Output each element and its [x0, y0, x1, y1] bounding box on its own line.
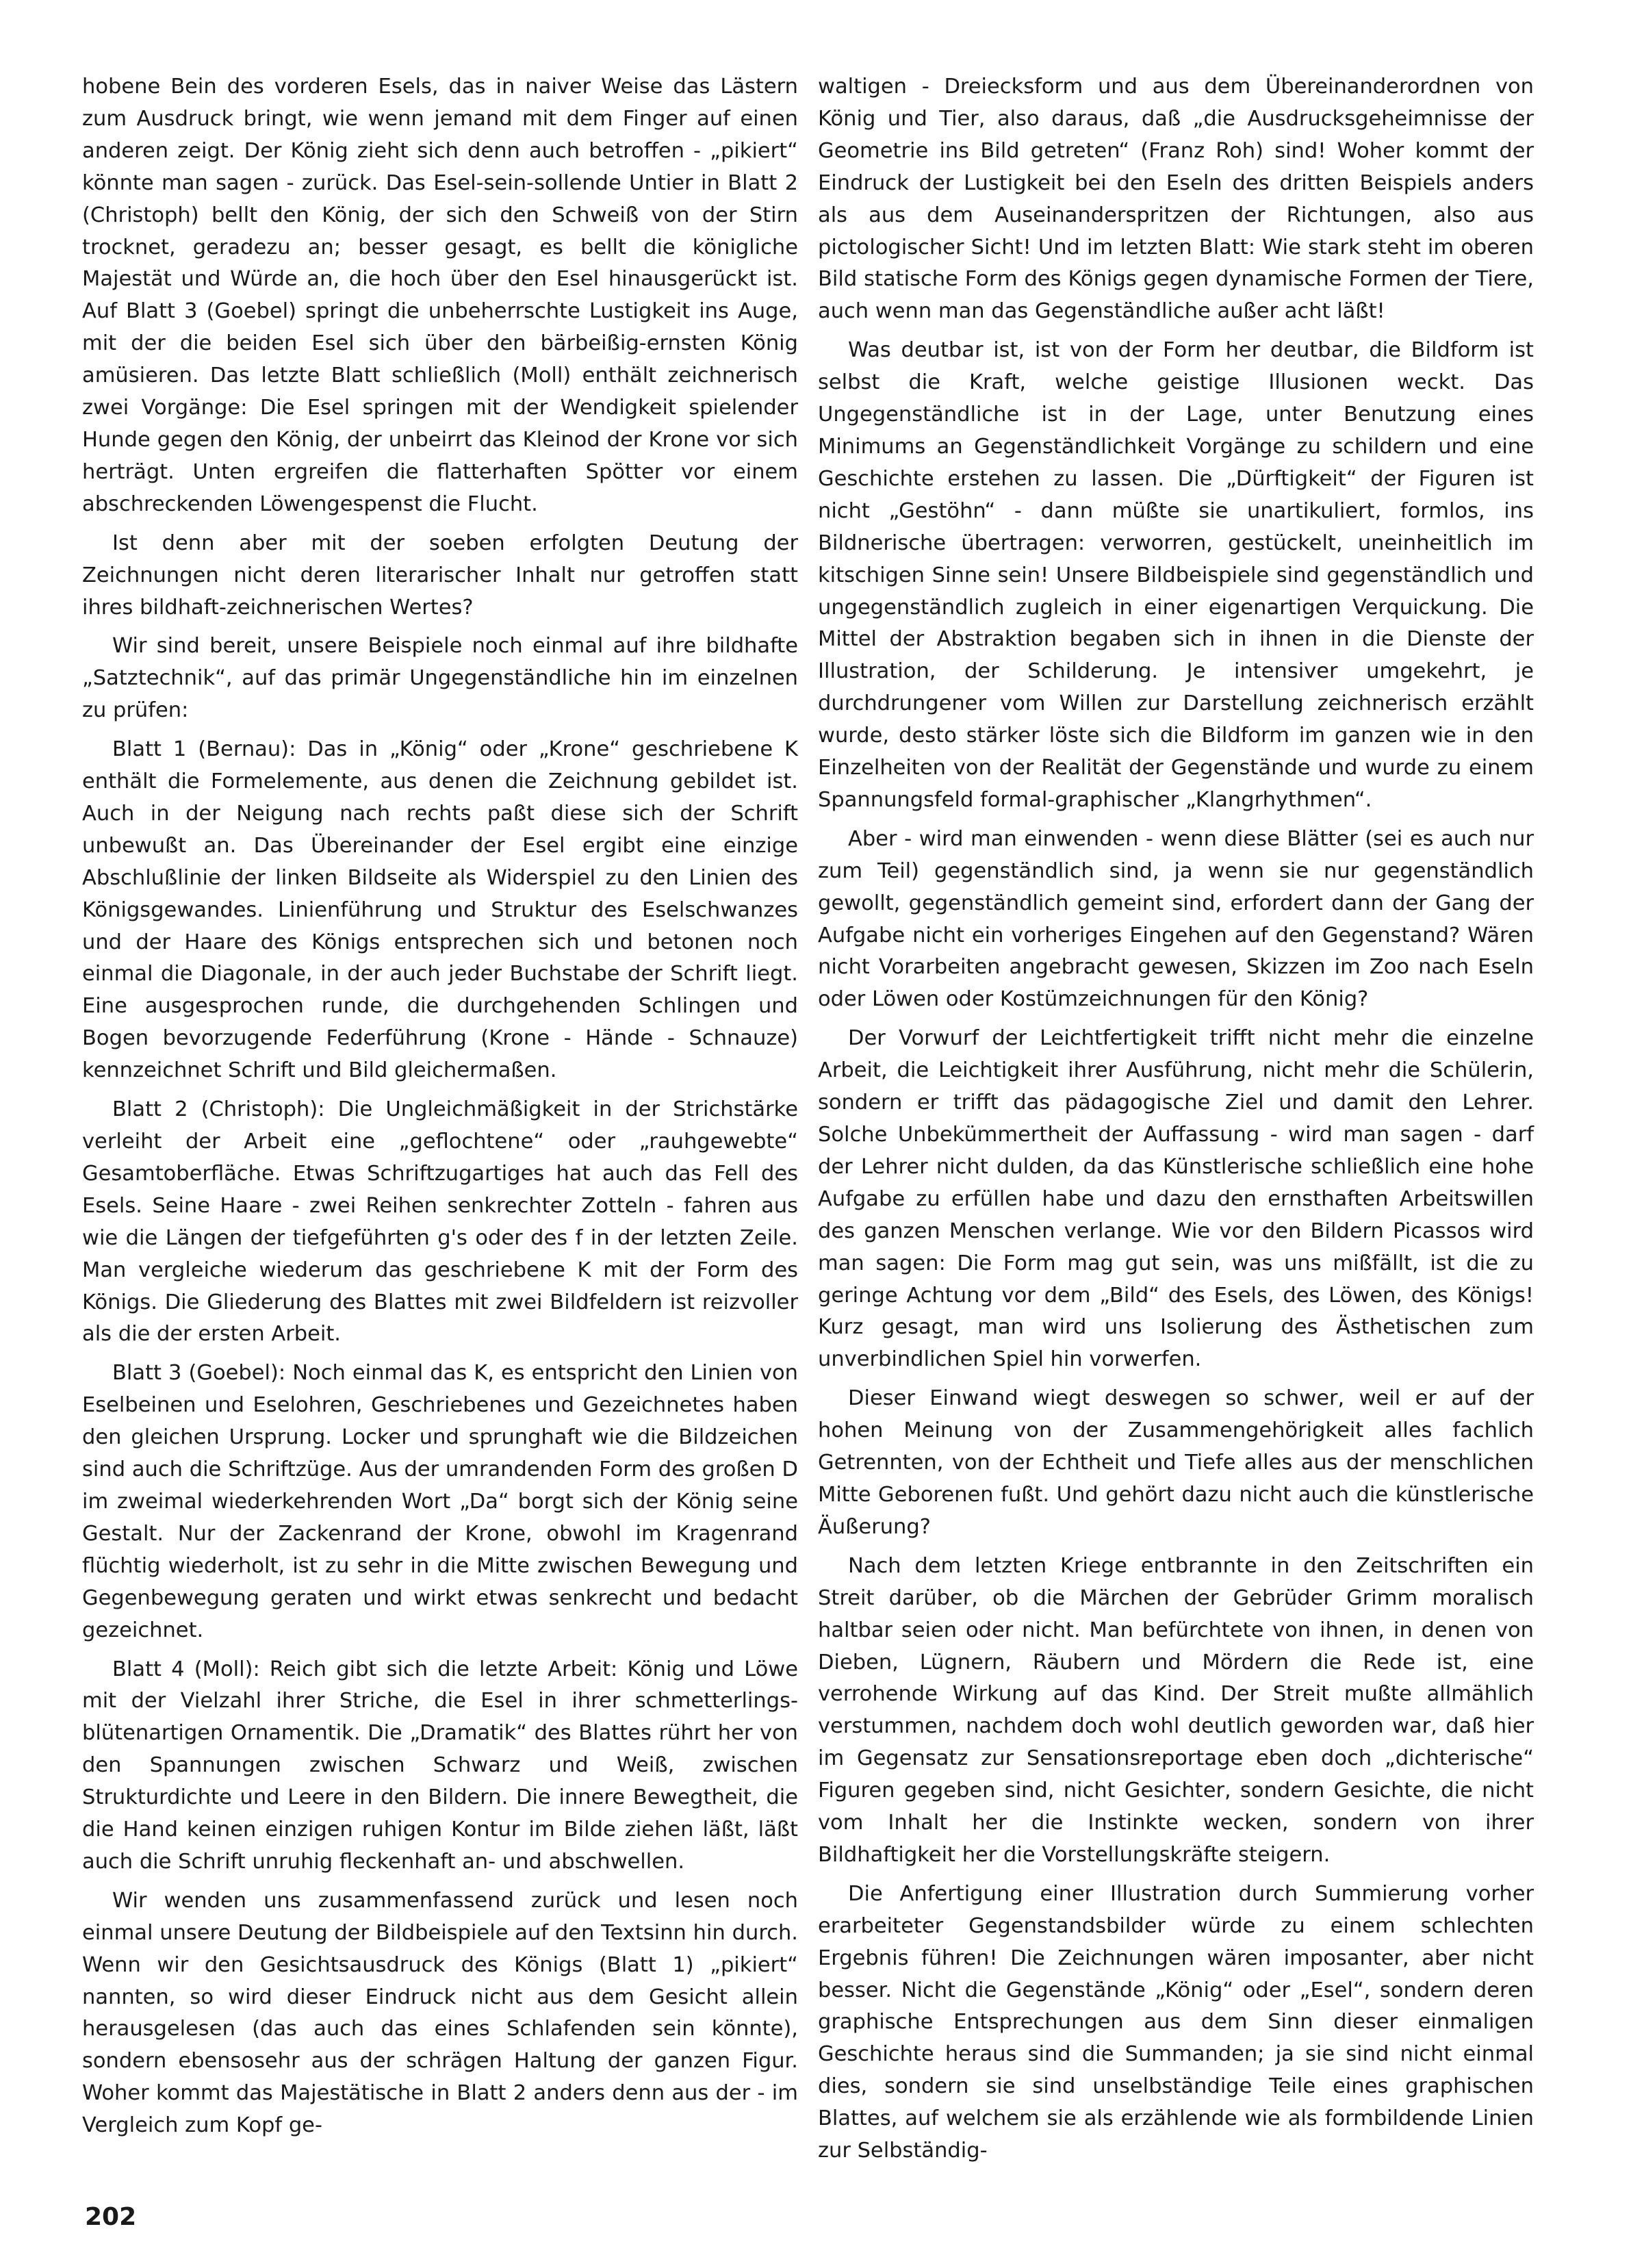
page-number: 202: [85, 2203, 137, 2231]
paragraph: Was deutbar ist, ist von der Form her deutbar, die Bildform ist selbst die Kraft, welche geistige Illusionen weckt. Das Ungegenständliche ist in der Lage, unter Benutzung eines Minimums an Gegenständlichkeit Vorgänge zu schildern und eine Geschichte erstehen zu lassen. Die „Dürftigkeit“ der Figuren ist nicht „Gestöhn“ - dann müßte sie unartikuliert, formlos, ins Bildnerische übertragen: verworren, gestückelt, uneinheitlich im kitschigen Sinne sein! Unsere Bildbeispiele sind gegenständlich und ungegenständlich zugleich in einer eigenartigen Verquickung. Die Mittel der Abstraktion begaben sich in ihnen in die Dienste der Illustration, der Schilderung. Je intensiver umgekehrt, je durchdrungener vom Willen zur Darstellung zeichnerisch erzählt wurde, desto stärker löste sich die Bildform im ganzen wie in den Einzelheiten von der Realität der Gegenstände und wurde zu einem Spannungsfeld formal-graphischer „Klangrhythmen“.: [818, 338, 1534, 812]
paragraph: Wir wenden uns zusammenfassend zurück und lesen noch einmal unsere Deutung der Bildbeispiele auf den Textsinn hin durch. Wenn wir den Gesichtsausdruck des Königs (Blatt 1) „pikiert“ nannten, so wird dieser Eindruck nicht aus dem Gesicht allein herausgelesen (das auch das eines Schlafenden sein könnte), sondern ebensosehr aus der schrägen Haltung der ganzen Figur. Woher kommt das Majestätische in Blatt 2 anders denn aus der - im Vergleich zum Kopf ge-: [82, 1888, 798, 2138]
paragraph: hobene Bein des vorderen Esels, das in naiver Weise das Lästern zum Ausdruck bringt, wie wenn jemand mit dem Finger auf einen anderen zeigt. Der König zieht sich denn auch betroffen - „pikiert“ könnte man sagen - zurück. Das Esel-sein-sollende Untier in Blatt 2 (Christoph) bellt den König, der sich den Schweiß von der Stirn trocknet, geradezu an; besser gesagt, es bellt die königliche Majestät und Würde an, die hoch über den Esel hinausgerückt ist. Auf Blatt 3 (Goebel) springt die unbeherrschte Lustigkeit ins Auge, mit der die beiden Esel sich über den bärbeißig-ernsten König amüsieren. Das letzte Blatt schließlich (Moll) enthält zeichnerisch zwei Vorgänge: Die Esel springen mit der Wendigkeit spielender Hunde gegen den König, der unbeirrt das Kleinod der Krone vor sich herträgt. Unten ergreifen die flatterhaften Spötter vor einem abschreckenden Löwengespenst die Flucht.: [82, 75, 798, 516]
paragraph: Blatt 1 (Bernau): Das in „König“ oder „Krone“ geschriebene K enthält die Formelemente, aus denen die Zeichnung gebildet ist. Auch in der Neigung nach rechts paßt diese sich der Schrift unbewußt an. Das Übereinander der Esel ergibt eine einzige Abschlußlinie der linken Bildseite als Widerspiel zu den Linien des Königsgewandes. Linienführung und Struktur des Eselschwanzes und der Haare des Königs entsprechen sich und betonen noch einmal die Diagonale, in der auch jeder Buchstabe der Schrift liegt. Eine ausgesprochen runde, die durchgehenden Schlingen und Bogen bevorzugende Federführung (Krone - Hände - Schnauze) kennzeichnet Schrift und Bild gleichermaßen.: [82, 737, 798, 1083]
paragraph: Nach dem letzten Kriege entbrannte in den Zeitschriften ein Streit darüber, ob die Märchen der Gebrüder Grimm moralisch haltbar seien oder nicht. Man befürchtete von ihnen, in denen von Dieben, Lügnern, Räubern und Mördern die Rede ist, eine verrohende Wirkung auf das Kind. Der Streit mußte allmählich verstummen, nachdem doch wohl deutlich geworden war, daß hier im Gegensatz zur Sensationsreportage eben doch „dichterische“ Figuren gegeben sind, nicht Gesichter, sondern Gesichte, die nicht vom Inhalt her die Instinkte wecken, sondern von ihrer Bildhaftigkeit her die Vorstellungskräfte steigern.: [818, 1553, 1534, 1867]
paragraph: Wir sind bereit, unsere Beispiele noch einmal auf ihre bildhafte „Satztechnik“, auf das primär Ungegenständliche hin im einzelnen zu prüfen:: [82, 634, 798, 723]
paragraph: waltigen - Dreiecksform und aus dem Übereinanderordnen von König und Tier, also daraus, daß „die Ausdrucksgeheimnisse der Geometrie ins Bild getreten“ (Franz Roh) sind! Woher kommt der Eindruck der Lustigkeit bei den Eseln des dritten Beispiels anders als aus dem Auseinanderspritzen der Richtungen, also aus pictologischer Sicht! Und im letzten Blatt: Wie stark steht im oberen Bild statische Form des Königs gegen dynamische Formen der Tiere, auch wenn man das Gegenständliche außer acht läßt!: [818, 75, 1534, 324]
paragraph: Blatt 3 (Goebel): Noch einmal das K, es entspricht den Linien von Eselbeinen und Eselohren, Geschriebenes und Gezeichnetes haben den gleichen Ursprung. Locker und sprunghaft wie die Bildzeichen sind auch die Schriftzüge. Aus der umrandenden Form des großen D im zweimal wiederkehrenden Wort „Da“ borgt sich der König seine Gestalt. Nur der Zackenrand der Krone, obwohl im Kragenrand flüchtig wiederholt, ist zu sehr in die Mitte zwischen Bewegung und Gegenbewegung geraten und wirkt etwas senkrecht und bedacht gezeichnet.: [82, 1361, 798, 1642]
paragraph: Dieser Einwand wiegt deswegen so schwer, weil er auf der hohen Meinung von der Zusammengehörigkeit alles fachlich Getrennten, von der Echtheit und Tiefe alles aus der menschlichen Mitte Geborenen fußt. Und gehört dazu nicht auch die künstlerische Äußerung?: [818, 1386, 1534, 1539]
paragraph: Der Vorwurf der Leichtfertigkeit trifft nicht mehr die einzelne Arbeit, die Leichtigkeit ihrer Ausführung, nicht mehr die Schülerin, sondern er trifft das pädagogische Ziel und damit den Lehrer. Solche Unbekümmertheit der Auffassung - wird man sagen - darf der Lehrer nicht dulden, da das Künstlerische schließlich eine hohe Aufgabe zu erfüllen habe und dazu den ernsthaften Arbeitswillen des ganzen Menschen verlange. Wie vor den Bildern Picassos wird man sagen: Die Form mag gut sein, was uns mißfällt, ist die zu geringe Achtung vor dem „Bild“ des Esels, des Löwen, des Königs! Kurz gesagt, man wird uns Isolierung des Ästhetischen zum unverbindlichen Spiel hin vorwerfen.: [818, 1026, 1534, 1372]
paragraph: Blatt 2 (Christoph): Die Ungleichmäßigkeit in der Strichstärke verleiht der Arbeit eine „geflochtene“ oder „rauhgewebte“ Gesamtoberfläche. Etwas Schriftzugartiges hat auch das Fell des Esels. Seine Haare - zwei Reihen senkrechter Zotteln - fahren aus wie die Längen der tiefgeführten g's oder des f in der letzten Zeile. Man vergleiche wiederum das geschriebene K mit der Form des Königs. Die Gliederung des Blattes mit zwei Bildfeldern ist reizvoller als die der ersten Arbeit.: [82, 1097, 798, 1347]
paragraph: Die Anfertigung einer Illustration durch Summierung vorher erarbeiteter Gegenstandsbilder würde zu einem schlechten Ergebnis führen! Die Zeichnungen wären imposanter, aber nicht besser. Nicht die Gegenstände „König“ oder „Esel“, sondern deren graphische Entsprechungen aus dem Sinn dieser einmaligen Geschichte heraus sind die Summanden; ja sie sind nicht einmal dies, sondern sie sind unselbständige Teile eines graphischen Blattes, auf welchem sie als erzählende wie als formbildende Linien zur Selbständig-: [818, 1881, 1534, 2163]
paragraph: Blatt 4 (Moll): Reich gibt sich die letzte Arbeit: König und Löwe mit der Vielzahl ihrer Striche, die Esel in ihrer schmetterlings-blütenartigen Ornamentik. Die „Dramatik“ des Blattes rührt her von den Spannungen zwischen Schwarz und Weiß, zwischen Strukturdichte und Leere in den Bildern. Die innere Bewegtheit, die die Hand keinen einzigen ruhigen Kontur im Bilde ziehen läßt, läßt auch die Schrift unruhig fleckenhaft an- und abschwellen.: [82, 1657, 798, 1874]
right-text-column: [818, 71, 1534, 2174]
paragraph: Aber - wird man einwenden - wenn diese Blätter (sei es auch nur zum Teil) gegenständlich sind, ja wenn sie nur gegenständlich gewollt, gegenständlich gemeint sind, erfordert dann der Gang der Aufgabe nicht ein vorheriges Eingehen auf den Gegenstand? Wären nicht Vorarbeiten angebracht gewesen, Skizzen im Zoo nach Eseln oder Löwen oder Kostümzeichnungen für den König?: [818, 826, 1534, 1012]
left-text-column: [82, 71, 798, 2149]
paragraph: Ist denn aber mit der soeben erfolgten Deutung der Zeichnungen nicht deren literarischer Inhalt nur getroffen statt ihres bildhaft-zeichnerischen Wertes?: [82, 531, 798, 620]
